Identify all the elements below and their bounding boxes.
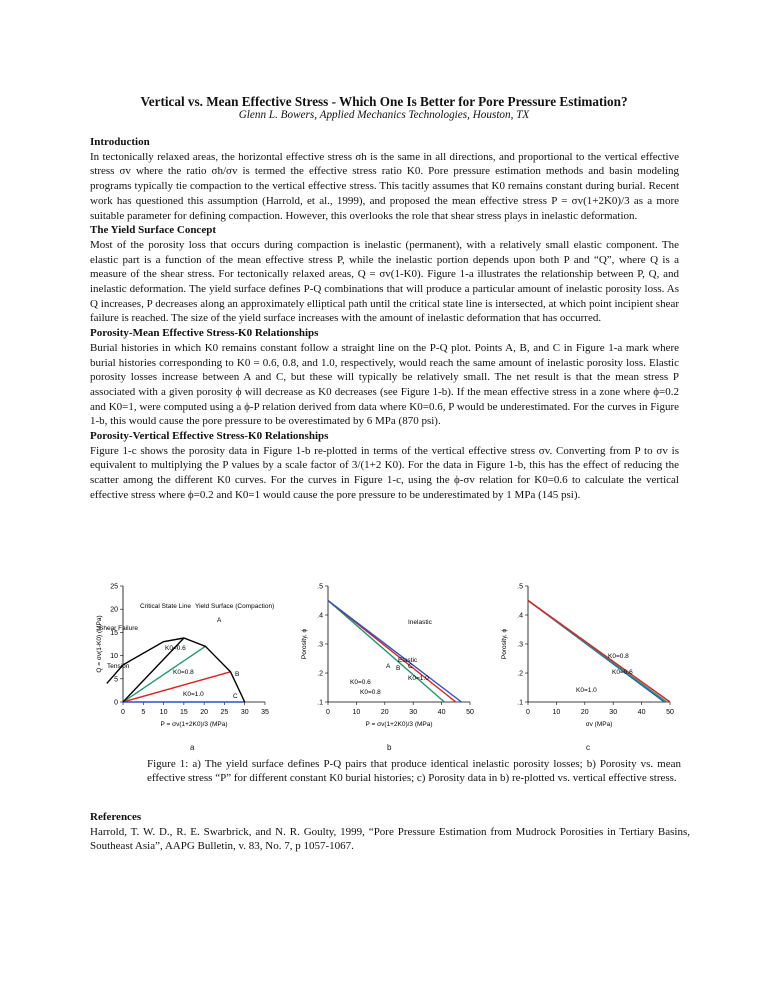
y-tick-label: .2	[317, 670, 323, 678]
y-tick-label: .3	[517, 641, 523, 649]
x-tick-label: 50	[666, 709, 674, 716]
x-tick-label: 20	[380, 709, 389, 716]
series-line-2	[328, 601, 462, 703]
series-line-1	[123, 672, 231, 702]
x-axis-label: P = σv(1+2K0)/3 (MPa)	[160, 721, 228, 728]
y-tick-label: 5	[114, 676, 118, 684]
y-tick-label: .4	[317, 612, 323, 620]
chart-annotation: C	[233, 693, 238, 700]
y-tick-label: 20	[110, 606, 118, 614]
chart-annotation: A	[386, 663, 391, 670]
chart-annotation: K0=0.6	[350, 679, 371, 686]
chart-annotation: Tension	[107, 663, 130, 670]
chart-annotation: A	[217, 617, 222, 624]
y-axis-label: Q = σv(1-K0) (MPa)	[96, 615, 103, 673]
chart-annotation: K0=0.8	[360, 689, 381, 696]
chart-annotation: B	[235, 671, 240, 678]
paper-author: Glenn L. Bowers, Applied Mechanics Technologies, Houston, TX	[238, 109, 530, 121]
figure-1b-sublabel: b	[387, 743, 392, 752]
x-tick-label: 30	[409, 709, 418, 716]
references-heading: References	[90, 811, 142, 823]
figure-1a-sublabel: a	[190, 743, 195, 752]
figure-1c-chart	[490, 580, 680, 740]
chart-annotation: K0=1.0	[183, 691, 204, 698]
chart-annotation: K0=0.6	[612, 669, 633, 676]
chart-annotation: K0=0.8	[608, 653, 629, 660]
section-paragraph-porosity-mean: Burial histories in which K0 remains constant follow a straight line on the P-Q plot. Points A, B, and C in Figure 1-a mark where burial histories corresponding to K0 = 0.6, 0.8, and 1.0, respectively, would reach the same amount of inelastic porosity loss. Elastic porosity losses increase between A and C, but these will typically be relatively small. The net result is that the mean stress P associated with a given porosity ϕ will decrease as K0 decreases (see Figure 1-b). If the mean effective stress in a zone where ϕ=0.2 and K0=1, were computed using a ϕ-P relation derived from data where K0=0.6, P would be underestimated. For the curves in Figure 1-b, this would cause the pore pressure to be overestimated by 6 MPa (870 psi).	[90, 341, 679, 428]
chart-annotation: B	[396, 665, 401, 672]
series-line-2	[528, 601, 670, 703]
references	[90, 810, 690, 854]
x-tick-label: 30	[609, 709, 618, 716]
x-tick-label: 40	[437, 709, 446, 716]
x-tick-label: 20	[580, 709, 589, 716]
y-tick-label: 15	[110, 629, 118, 637]
x-tick-label: 10	[552, 709, 561, 716]
chart-annotation: K0=0.6	[165, 645, 186, 652]
section-heading-introduction: Introduction	[90, 136, 150, 148]
x-tick-label: 0	[326, 709, 330, 716]
x-tick-label: 25	[220, 709, 229, 716]
chart-annotation: Yield Surface (Compaction)	[195, 603, 275, 610]
y-tick-label: .5	[517, 583, 523, 591]
y-tick-label: .2	[517, 670, 523, 678]
x-axis-label: P = σv(1+2K0)/3 (MPa)	[365, 721, 433, 728]
x-tick-label: 0	[526, 709, 530, 716]
y-axis-label: Porosity, ϕ	[301, 628, 308, 660]
y-tick-label: .1	[517, 699, 523, 707]
section-heading-porosity-mean: Porosity-Mean Effective Stress-K0 Relationships	[90, 327, 319, 340]
x-tick-label: 40	[637, 709, 646, 716]
x-tick-label: 0	[121, 709, 125, 716]
x-tick-label: 35	[261, 709, 269, 716]
figure-caption: Figure 1: a) The yield surface defines P-Q pairs that produce identical inelastic porosity losses; b) Porosity vs. mean effective stress “P” for different constant K0 burial histories; c) Porosity data in b) re-plotted vs. vertical effective stress.	[147, 758, 681, 785]
x-tick-label: 15	[179, 709, 188, 716]
y-tick-label: 10	[110, 653, 118, 661]
x-tick-label: 30	[240, 709, 249, 716]
section-heading-porosity-vertical: Porosity-Vertical Effective Stress-K0 Relationships	[90, 430, 329, 443]
figure-1c-sublabel: c	[586, 743, 590, 752]
chart-annotation: K0=1.0	[576, 687, 597, 694]
series-line-0	[328, 601, 444, 703]
chart-annotation: Elastic	[398, 657, 418, 664]
x-tick-label: 5	[141, 709, 146, 716]
y-tick-label: .4	[517, 612, 523, 620]
x-tick-label: 10	[352, 709, 361, 716]
y-tick-label: 25	[110, 583, 118, 591]
x-tick-label: 10	[159, 709, 168, 716]
reference-item: Harrold, T. W. D., R. E. Swarbrick, and N. R. Goulty, 1999, “Pore Pressure Estimation from Mudrock Porosities in Tertiary Basins, Southeast Asia”, AAPG Bulletin, v. 83, No. 7, p 1057-1067.	[90, 825, 690, 852]
x-tick-label: 50	[466, 709, 474, 716]
y-tick-label: .5	[317, 583, 323, 591]
chart-annotation: K0=0.8	[173, 669, 194, 676]
y-axis-label: Porosity, ϕ	[501, 628, 508, 660]
chart-annotation: Inelastic	[408, 619, 432, 626]
figure-1b-chart	[290, 580, 480, 740]
chart-annotation: Shear Failure	[99, 625, 139, 632]
x-tick-label: 20	[200, 709, 209, 716]
chart-annotation: K0=1.0	[408, 675, 429, 682]
y-tick-label: 0	[114, 699, 118, 707]
body-text	[90, 135, 679, 503]
y-tick-label: .1	[317, 699, 323, 707]
section-heading-yield-surface: The Yield Surface Concept	[90, 224, 216, 237]
chart-annotation: Critical State Line	[140, 603, 191, 610]
x-axis-label: σv (MPa)	[585, 721, 613, 728]
chart-annotation: C	[408, 663, 413, 670]
section-paragraph-introduction: In tectonically relaxed areas, the horizontal effective stress σh is the same in all directions, and proportional to the vertical effective stress σv where the ratio σh/σv is termed the effective stress ratio K0. Pore pressure estimation methods and basin modeling programs typically tie compaction to the vertical effective stress. This tacitly assumes that K0 remains constant during burial. Recent work has questioned this assumption (Harrold, et al., 1999), and proposed the mean effective stress P = σv(1+2K0)/3 as a more suitable parameter for defining compaction. However, this overlooks the role that shear stress plays in inelastic deformation.	[90, 150, 679, 222]
paper-title: Vertical vs. Mean Effective Stress - Which One Is Better for Pore Pressure Estimation?	[140, 94, 628, 109]
section-paragraph-porosity-vertical: Figure 1-c shows the porosity data in Figure 1-b re-plotted in terms of the vertical effective stress σv. Converting from P to σv is equivalent to multiplying the P values by a scale factor of 3/(1+2 K0). For the data in Figure 1-b, this has the effect of reducing the scatter among the different K0 curves. For the curves in Figure 1-c, using the ϕ-σv relation for K0=0.6 to calculate the vertical effective stress where ϕ=0.2 and K0=1 would cause the pore pressure to be underestimated by 1 MPa (145 psi).	[90, 444, 679, 501]
y-tick-label: .3	[317, 641, 323, 649]
section-paragraph-yield-surface: Most of the porosity loss that occurs during compaction is inelastic (permanent), with a relatively small elastic component. The elastic part is a function of the mean effective stress P, while the inelastic portion depends upon both P and “Q”, where Q is a measure of the shear stress. For tectonically relaxed areas, Q = σv(1-K0). Figure 1-a illustrates the relationship between P, Q, and inelastic deformation. The yield surface defines P-Q combinations that will produce a particular amount of inelastic porosity loss. As Q increases, P decreases along an approximately elliptical path until the critical state line is intersected, at which point incipient shear failure is reached. The size of the yield surface increases with the amount of inelastic deformation that has occurred.	[90, 238, 679, 325]
figure-1a-chart	[85, 580, 275, 740]
